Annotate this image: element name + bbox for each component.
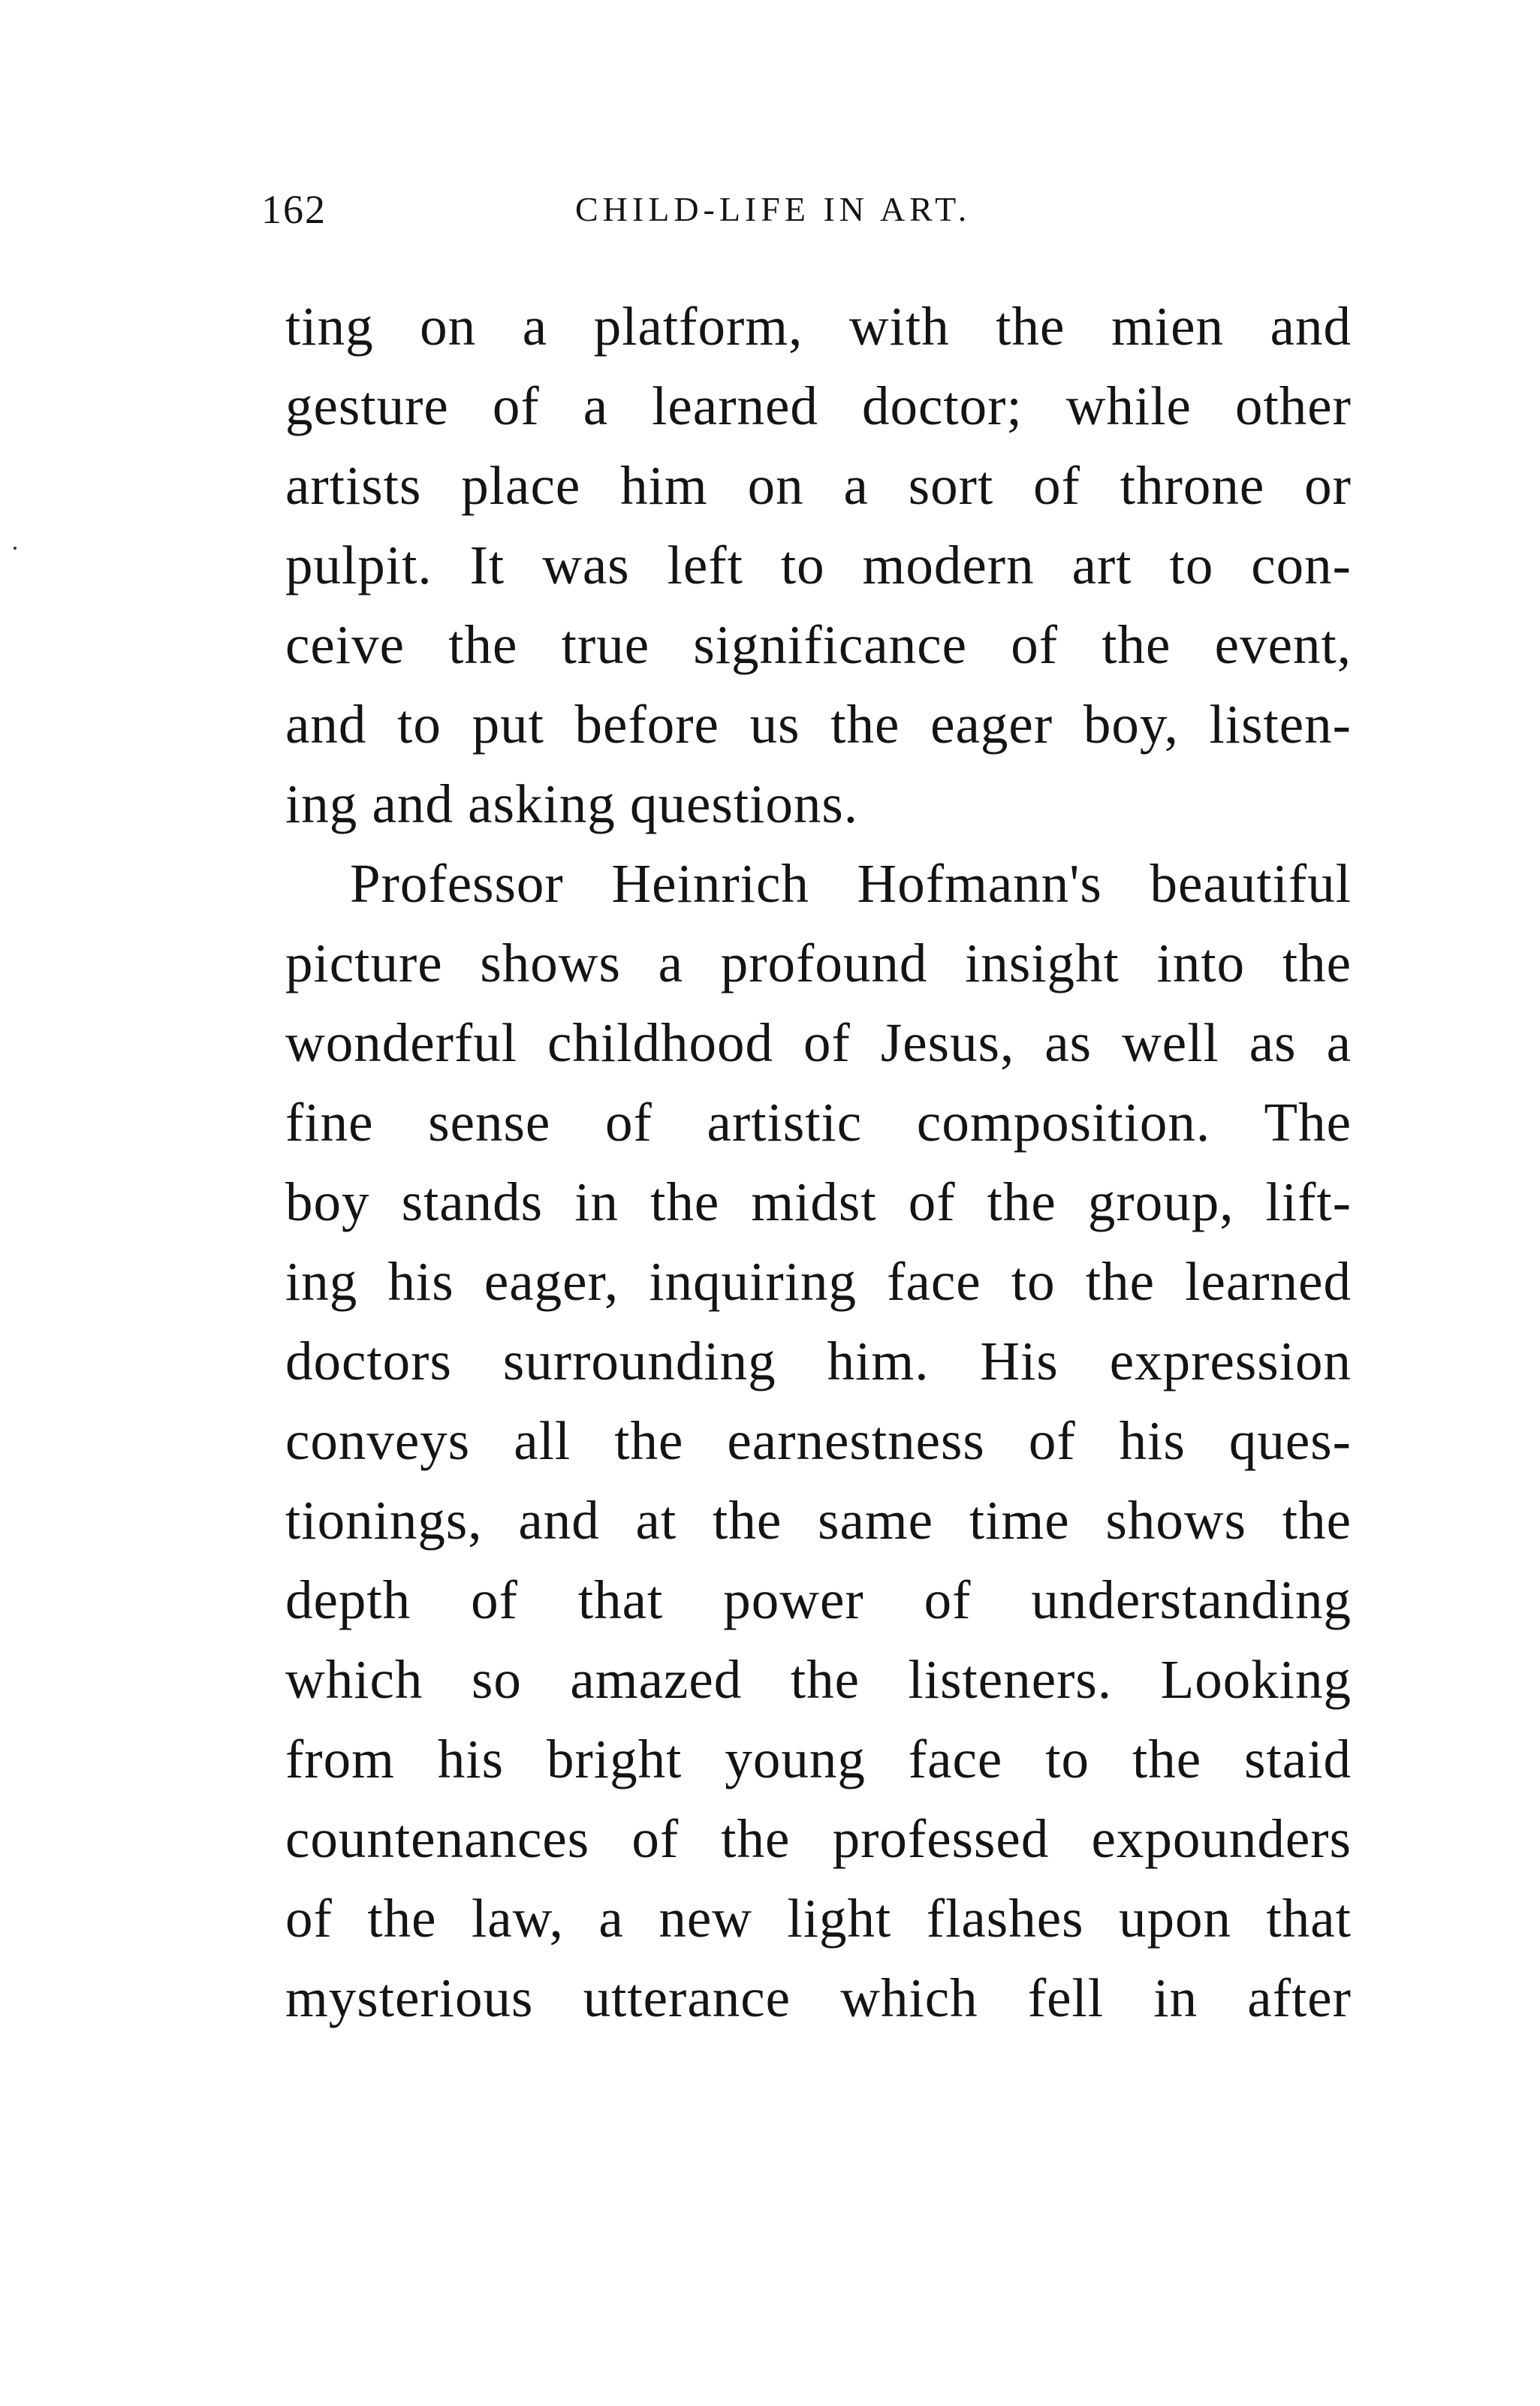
text-line: pulpit. It was left to modern art to con- [285,535,1352,595]
text-line: of the law, a new light flashes upon that [285,1888,1352,1949]
text-line: and to put before us the eager boy, listen- [285,694,1352,755]
body-text [285,287,1352,2038]
text-line: conveys all the earnestness of his ques- [285,1410,1352,1471]
margin-speck [14,547,17,550]
text-line: picture shows a profound insight into the [285,933,1352,993]
text-line: fine sense of artistic composition. The [285,1092,1352,1153]
page-number: 162 [261,187,327,232]
text-line: wonderful childhood of Jesus, as well as a [285,1012,1352,1073]
text-line: ing and asking questions. [285,773,859,834]
running-title: CHILD-LIFE IN ART. [575,190,972,228]
text-line: ting on a platform, with the mien and [285,296,1352,357]
text-line: from his bright young face to the staid [285,1729,1352,1789]
text-line: gesture of a learned doctor; while other [285,375,1352,436]
text-line: ing his eager, inquiring face to the learned [285,1251,1352,1312]
paragraph-start-line: Professor Heinrich Hofmann's beautiful [350,853,1352,914]
text-line: depth of that power of understanding [285,1569,1352,1630]
text-line: doctors surrounding him. His expression [285,1331,1352,1391]
text-line: tionings, and at the same time shows the [285,1490,1352,1551]
text-line: boy stands in the midst of the group, lift- [285,1171,1352,1232]
text-line: ceive the true significance of the event, [285,614,1352,675]
running-head [261,186,1350,246]
text-line: which so amazed the listeners. Looking [285,1649,1352,1710]
text-line: artists place him on a sort of throne or [285,455,1352,516]
text-line: mysterious utterance which fell in after [285,1967,1352,2028]
text-line: countenances of the professed expounders [285,1808,1352,1869]
